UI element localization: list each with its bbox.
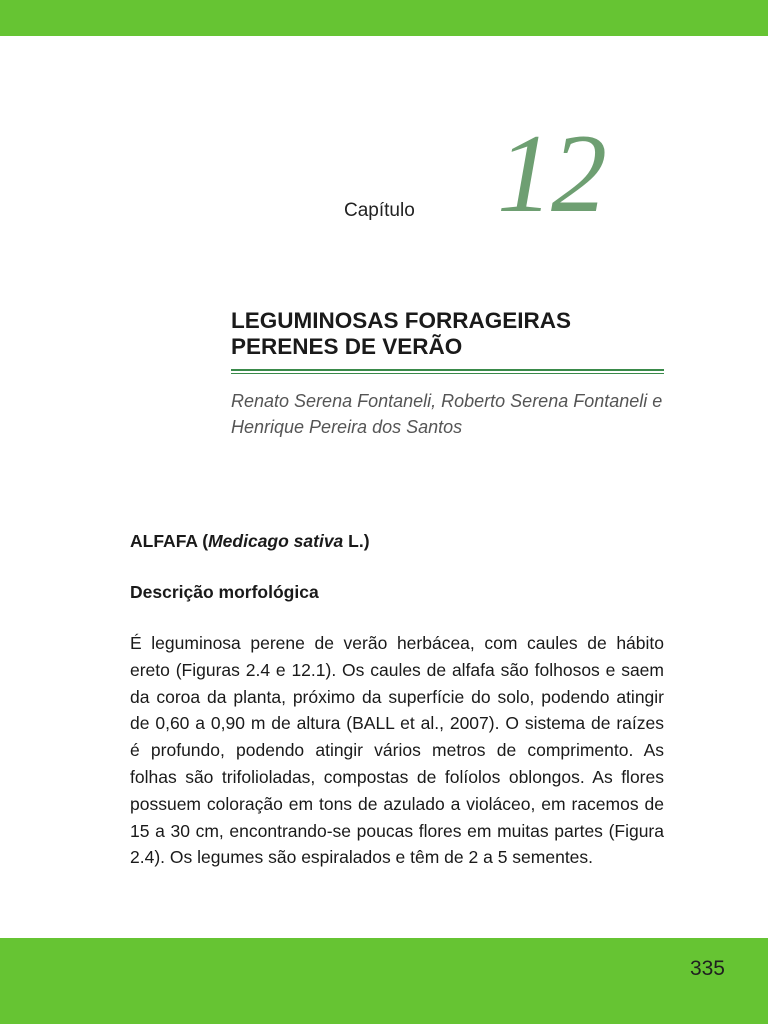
chapter-title-line-1: LEGUMINOSAS FORRAGEIRAS <box>231 308 572 333</box>
body-paragraph: É leguminosa perene de verão herbácea, com caules de hábito ereto (Figuras 2.4 e 12.1). Os caules de alfafa são folhosos e saem da coroa da planta, próximo da superfície do solo, podendo atingir de 0,60 a 0,90 m de altura (BALL et al., 2007). O sistema de raízes é profundo, podendo atingir vários metros de comprimento. As folhas são trifolioladas, compostas de folíolos oblongos. As flores possuem coloração em tons de azulado a violáceo, em racemos de 15 a 30 cm, encontrando-se poucas flores em muitas partes (Figura 2.4). Os legumes são espiralados e têm de 2 a 5 sementes. <box>130 633 664 868</box>
chapter-number: 12 <box>497 112 605 236</box>
section-heading-prefix: ALFAFA ( <box>130 531 209 551</box>
top-color-band <box>0 0 768 36</box>
title-rule-thin <box>231 373 664 374</box>
title-double-rule <box>231 369 664 374</box>
bottom-color-band <box>0 938 768 1024</box>
page-number: 335 <box>689 957 725 980</box>
chapter-title <box>231 308 671 360</box>
species-name: Medicago sativa <box>208 531 344 551</box>
chapter-label: Capítulo <box>344 200 415 221</box>
chapter-title-line-2: PERENES DE VERÃO <box>231 334 463 359</box>
section-heading-suffix: L.) <box>343 531 370 551</box>
subheading: Descrição morfológica <box>130 582 319 602</box>
title-rule-thick <box>231 369 664 371</box>
authors: Renato Serena Fontaneli, Roberto Serena Fontaneli e Henrique Pereira dos Santos <box>231 391 663 437</box>
section-heading <box>130 531 370 552</box>
